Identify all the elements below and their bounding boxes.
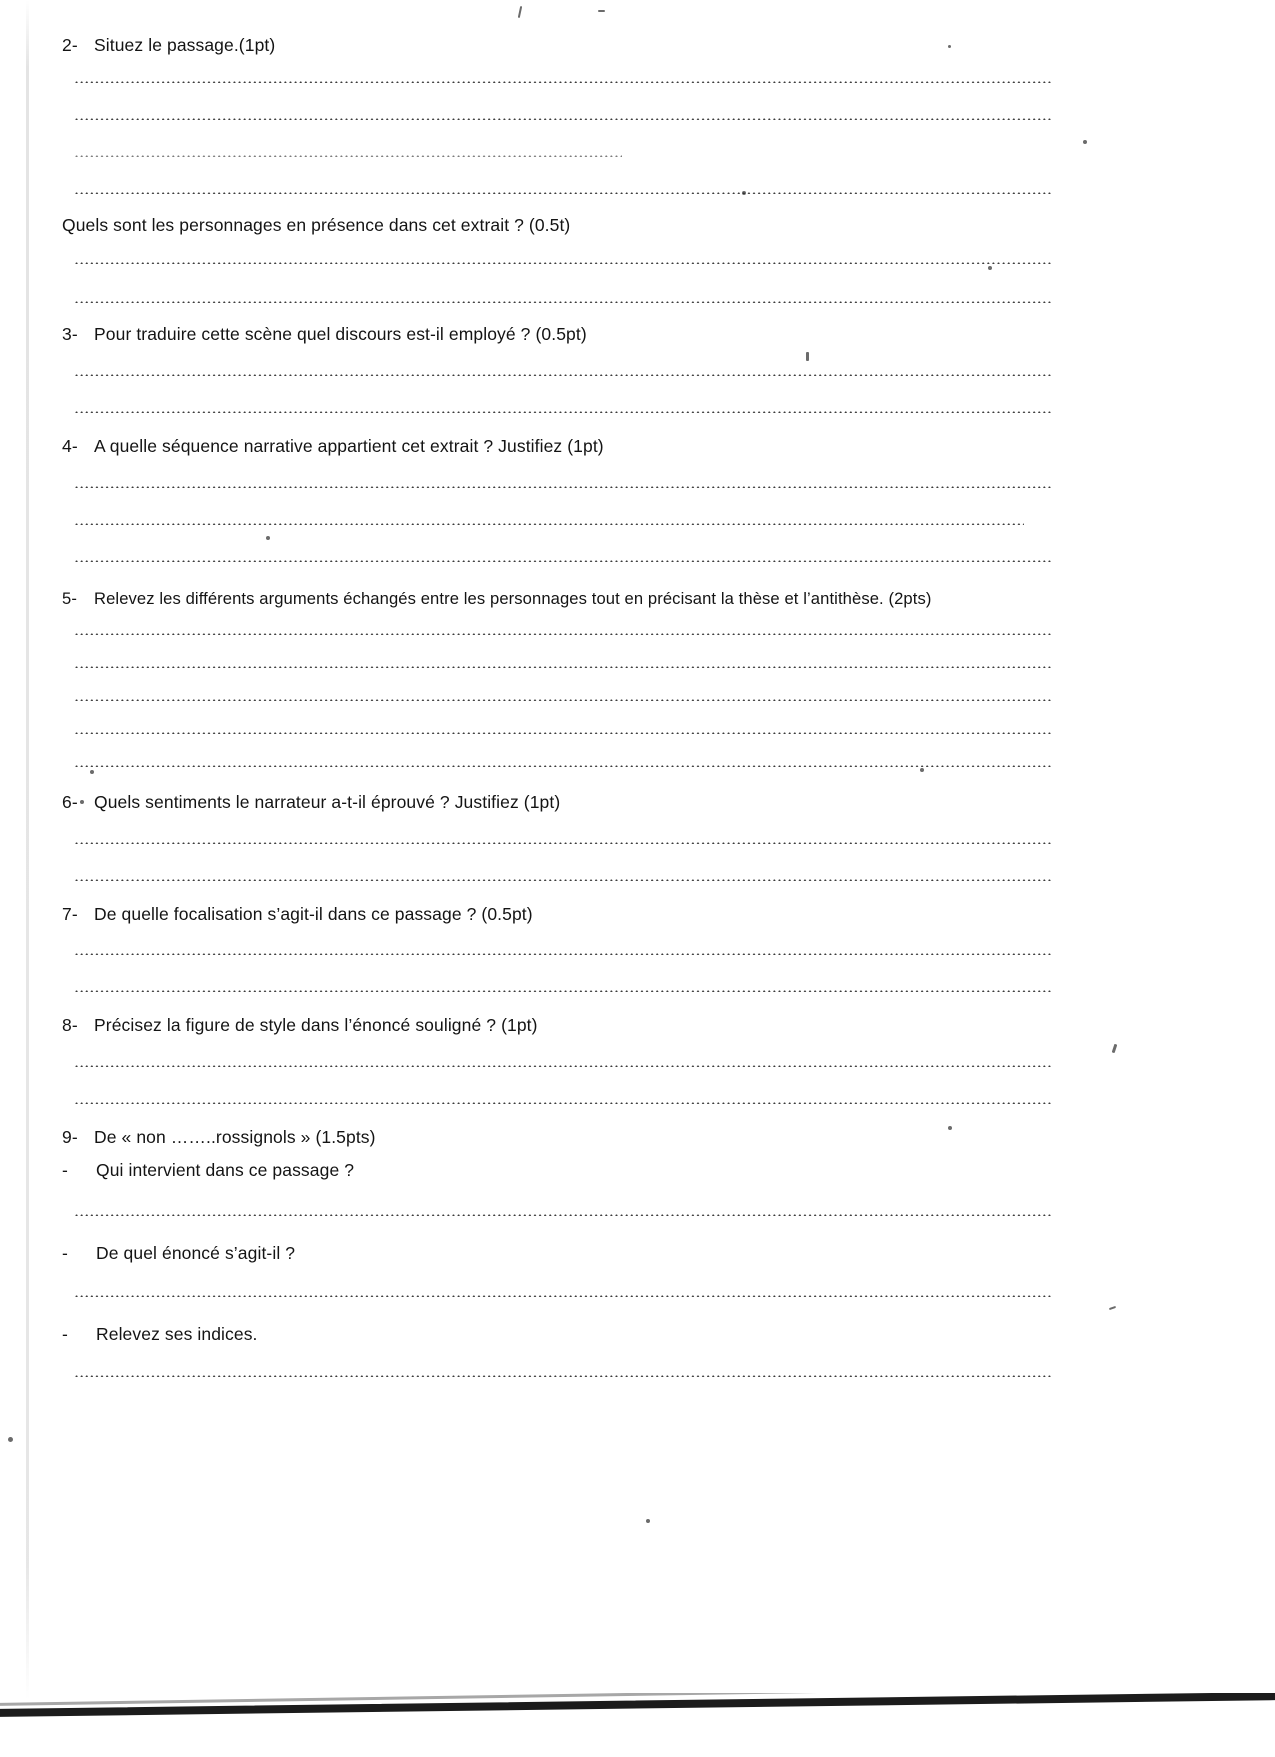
answer-line[interactable] [74,410,1052,413]
question-item [62,1014,1052,1038]
scan-speck [646,1519,650,1523]
question-number: 7- [62,903,78,924]
answer-line[interactable] [74,878,1052,881]
question-item [62,1126,1052,1150]
question-text: Pour traduire cette scène quel discours est-il employé ? (0.5pt) [94,324,587,345]
scan-speck [8,1437,13,1442]
question-text: Relevez les différents arguments échangés entre les personnages tout en précisant la thèse et l’antithèse. (2pts) [94,588,932,608]
question-number: 9- [62,1126,78,1147]
question-item [62,435,1052,459]
answer-line[interactable] [74,559,1052,562]
question-text: De quelle focalisation s’agit-il dans ce passage ? (0.5pt) [94,903,533,924]
question-text: Quels sont les personnages en présence dans cet extrait ? (0.5t) [62,214,571,235]
question-number: - [62,1160,68,1181]
answer-line[interactable] [74,764,1052,767]
scan-speck [1109,1306,1116,1310]
answer-line[interactable] [74,154,622,157]
question-text: Relevez ses indices. [96,1323,258,1344]
question-item [62,1242,1052,1266]
question-item [62,214,1052,238]
answer-line[interactable] [74,952,1052,955]
question-number: - [62,1243,68,1264]
answer-line[interactable] [74,841,1052,844]
answer-line[interactable] [74,1374,1052,1377]
question-number: 8- [62,1015,78,1036]
answer-line[interactable] [74,989,1052,992]
question-text: Situez le passage.(1pt) [94,35,276,55]
page-left-edge-shadow [26,0,29,1700]
answer-line[interactable] [74,1213,1052,1216]
answer-line[interactable] [74,191,1052,194]
question-item [62,1159,1052,1183]
page-bottom-edge-shadow [0,1693,1275,1733]
answer-line[interactable] [74,731,1052,734]
scan-speck [1083,140,1087,144]
question-item [62,791,1052,815]
answer-line[interactable] [74,698,1052,701]
question-number: 6- [62,791,78,812]
question-item [62,34,1052,58]
question-number: 2- [62,35,78,55]
question-text: De « non ……..rossignols » (1.5pts) [94,1126,376,1147]
answer-line[interactable] [74,485,1052,488]
question-number: 3- [62,324,78,345]
questionnaire-body [62,34,1052,1377]
question-text: Précisez la figure de style dans l’énoncé souligné ? (1pt) [94,1015,538,1036]
answer-line[interactable] [74,80,1052,83]
answer-line[interactable] [74,665,1052,668]
answer-line[interactable] [74,522,1024,525]
question-number: - [62,1323,68,1344]
answer-line[interactable] [74,1294,1052,1297]
question-number: 5- [62,588,77,608]
question-item [62,1323,1052,1347]
answer-line[interactable] [74,1064,1052,1067]
question-number: 4- [62,435,78,456]
question-item [62,903,1052,927]
scan-speck [598,10,605,12]
answer-line[interactable] [74,261,1052,264]
scan-speck [518,6,522,18]
question-text: Quels sentiments le narrateur a-t-il éprouvé ? Justifiez (1pt) [94,791,561,812]
answer-line[interactable] [74,632,1052,635]
scan-speck [1112,1044,1118,1053]
question-item [62,323,1052,347]
question-text: De quel énoncé s’agit-il ? [96,1243,296,1264]
answer-line[interactable] [74,373,1052,376]
answer-line[interactable] [74,117,1052,120]
question-text: A quelle séquence narrative appartient cet extrait ? Justifiez (1pt) [94,435,604,456]
answer-line[interactable] [74,300,1052,303]
answer-line[interactable] [74,1101,1052,1104]
question-text: Qui intervient dans ce passage ? [96,1160,355,1181]
question-item [62,588,1052,610]
